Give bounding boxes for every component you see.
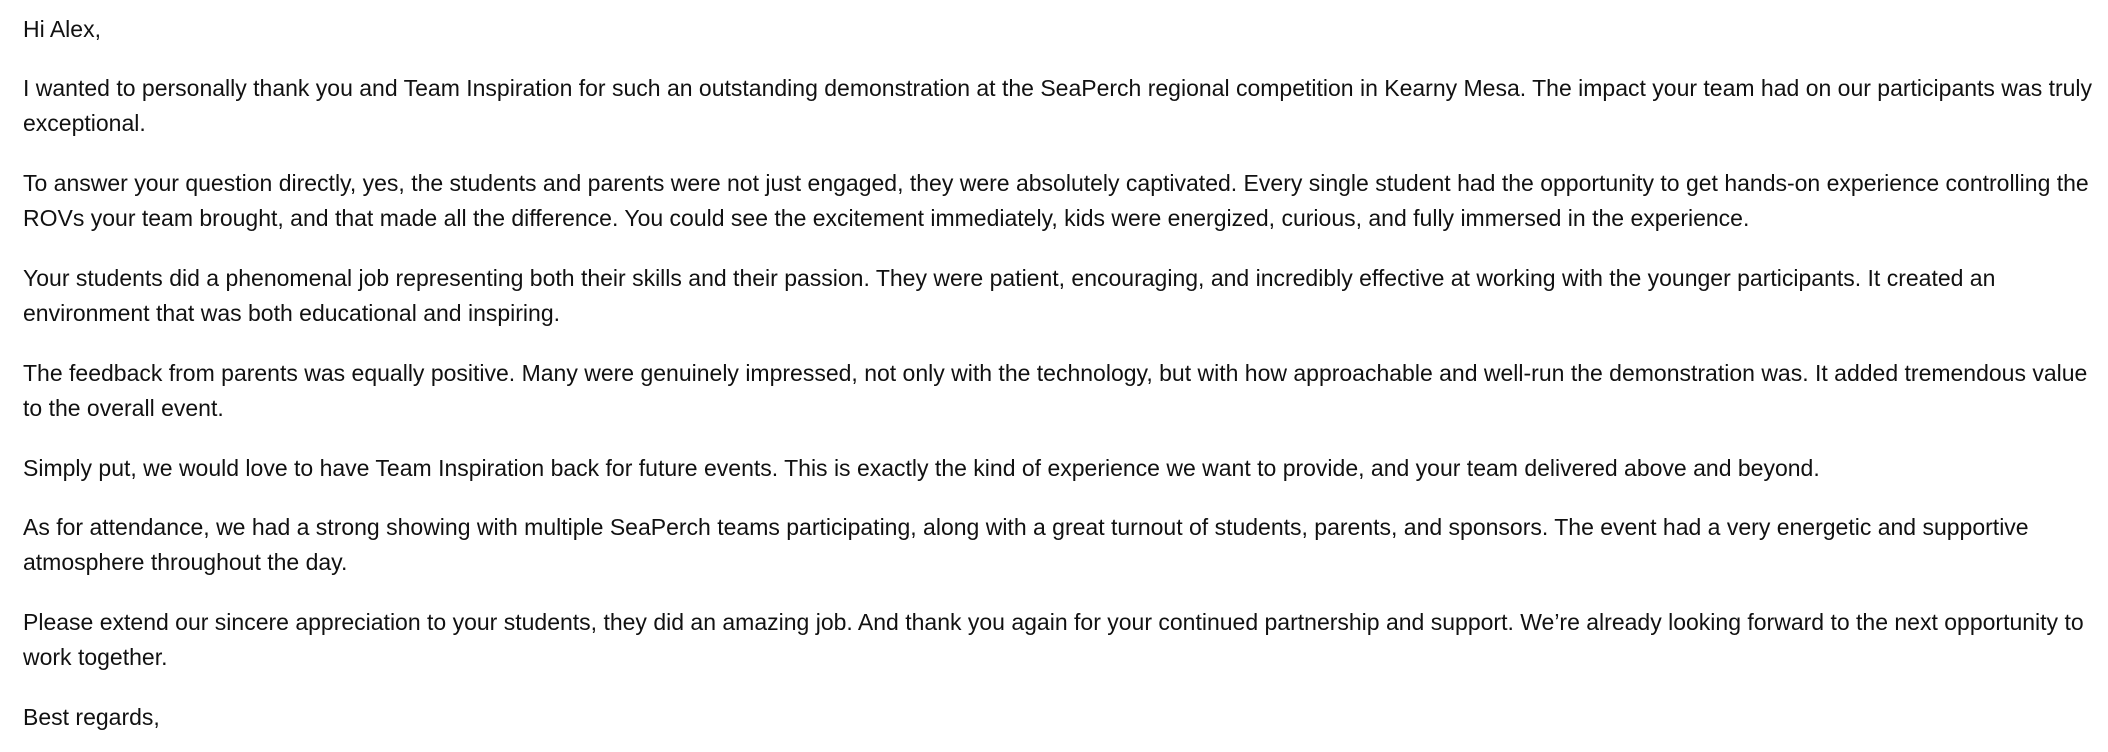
email-paragraph-appreciation: Please extend our sincere appreciation to your students, they did an amazing job. And thank you again for your continued partnership and support. We’re already looking forward to the next opportunity to work together. <box>23 609 2084 670</box>
email-paragraph-feedback: The feedback from parents was equally positive. Many were genuinely impressed, not only with the technology, but with how approachable and well-run the demonstration was. It added tremendous value to the overall event. <box>23 360 2088 421</box>
email-paragraph-students: Your students did a phenomenal job representing both their skills and their passion. They were patient, encouraging, and incredibly effective at working with the younger participants. It created an environment that was both educational and inspiring. <box>23 265 1996 326</box>
email-paragraph-engagement: To answer your question directly, yes, the students and parents were not just engaged, they were absolutely captivated. Every single student had the opportunity to get hands-on experience controlling the ROVs your team brought, and that made all the difference. You could see the excitement immediately, kids were energized, curious, and fully immersed in the experience. <box>23 170 2089 231</box>
email-signoff: Best regards, <box>23 704 160 730</box>
email-greeting: Hi Alex, <box>23 16 101 42</box>
email-paragraph-invitation: Simply put, we would love to have Team Inspiration back for future events. This is exactly the kind of experience we want to provide, and your team delivered above and beyond. <box>23 455 1820 481</box>
email-paragraph-attendance: As for attendance, we had a strong showing with multiple SeaPerch teams participating, along with a great turnout of students, parents, and sponsors. The event had a very energetic and supportive atmosphere throughout the day. <box>23 514 2029 575</box>
email-paragraph-thanks: I wanted to personally thank you and Team Inspiration for such an outstanding demonstration at the SeaPerch regional competition in Kearny Mesa. The impact your team had on our participants was truly exceptional. <box>23 75 2093 136</box>
